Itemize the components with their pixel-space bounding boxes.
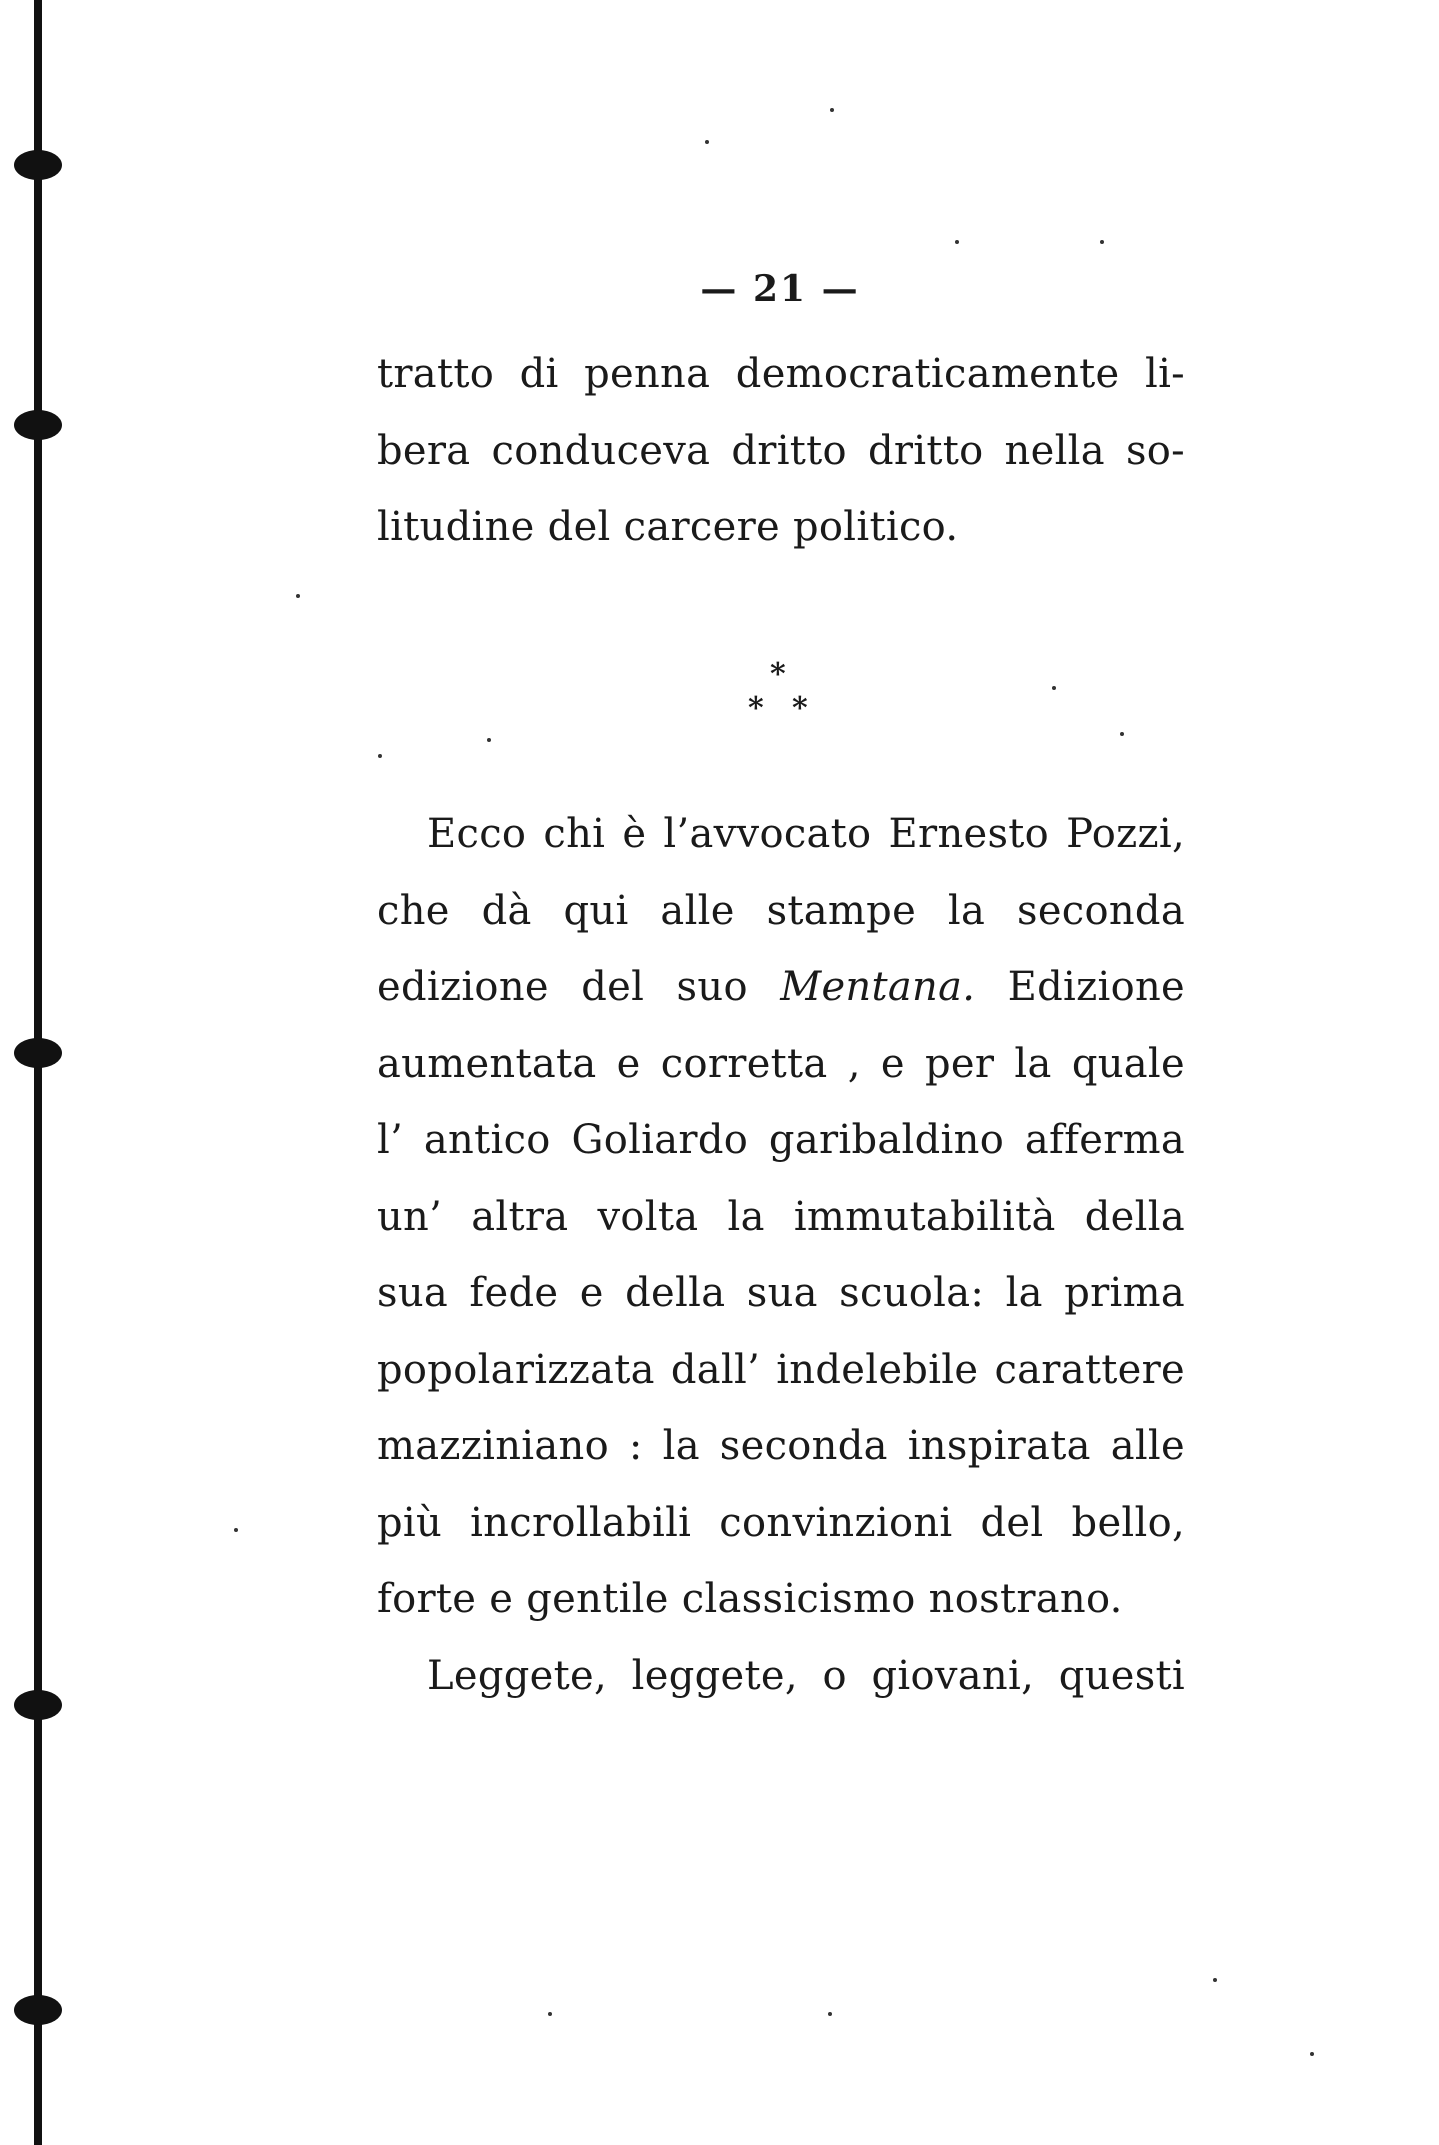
asterism-star: * xyxy=(792,691,808,726)
paper-speck xyxy=(955,240,959,244)
asterism-separator xyxy=(740,657,810,730)
text-line: l’ antico Goliardo garibaldino afferma xyxy=(377,1117,1185,1163)
text-line: bera conduceva dritto dritto nella so- xyxy=(377,427,1185,474)
text-line: aumentata e corretta , e per la quale xyxy=(377,1040,1185,1087)
text-run: Edizione xyxy=(975,964,1185,1010)
paper-speck xyxy=(1213,1978,1217,1982)
paper-speck xyxy=(830,108,834,112)
text-line: tratto di penna democraticamente li- xyxy=(377,351,1185,397)
binding-stitch xyxy=(14,1995,62,2025)
binding-stitch xyxy=(14,150,62,180)
text-run: edizione del suo xyxy=(377,964,781,1010)
paper-speck xyxy=(1310,2052,1314,2056)
binding-edge xyxy=(34,0,42,2145)
text-line: litudine del carcere politico. xyxy=(377,504,959,550)
text-line: più incrollabili convinzioni del bello, xyxy=(377,1499,1185,1546)
paper-speck xyxy=(828,2012,832,2016)
text-line: Leggete, leggete, o giovani, questi xyxy=(427,1652,1185,1699)
paper-speck xyxy=(234,1528,238,1532)
paper-speck xyxy=(296,594,300,598)
paper-speck xyxy=(487,738,491,742)
paragraph-continuation xyxy=(377,336,1185,566)
asterism-star: * xyxy=(770,657,786,692)
binding-stitch xyxy=(14,1038,62,1068)
book-title: Mentana. xyxy=(780,964,976,1010)
paper-speck xyxy=(705,140,709,144)
page-number: — 21 — xyxy=(700,268,860,310)
paragraph-main xyxy=(377,796,1185,1714)
text-line: che dà qui alle stampe la seconda xyxy=(377,887,1185,934)
paper-speck xyxy=(1052,686,1056,690)
paper-speck xyxy=(378,754,382,758)
paper-speck xyxy=(548,2012,552,2016)
asterism-star: * xyxy=(748,691,764,726)
text-line: popolarizzata dall’ indelebile carattere xyxy=(377,1346,1185,1393)
binding-stitch xyxy=(14,1690,62,1720)
paper-speck xyxy=(1100,240,1104,244)
paper-speck xyxy=(1120,732,1124,736)
binding-stitch xyxy=(14,410,62,440)
text-line: forte e gentile classicismo nostrano. xyxy=(377,1576,1123,1622)
text-line: Ecco chi è l’avvocato Ernesto Pozzi, xyxy=(427,811,1185,857)
text-line: mazziniano : la seconda inspirata alle xyxy=(377,1423,1185,1469)
text-line: sua fede e della sua scuola: la prima xyxy=(377,1270,1185,1316)
text-line xyxy=(377,949,1185,1026)
text-line: un’ altra volta la immutabilità della xyxy=(377,1193,1185,1240)
